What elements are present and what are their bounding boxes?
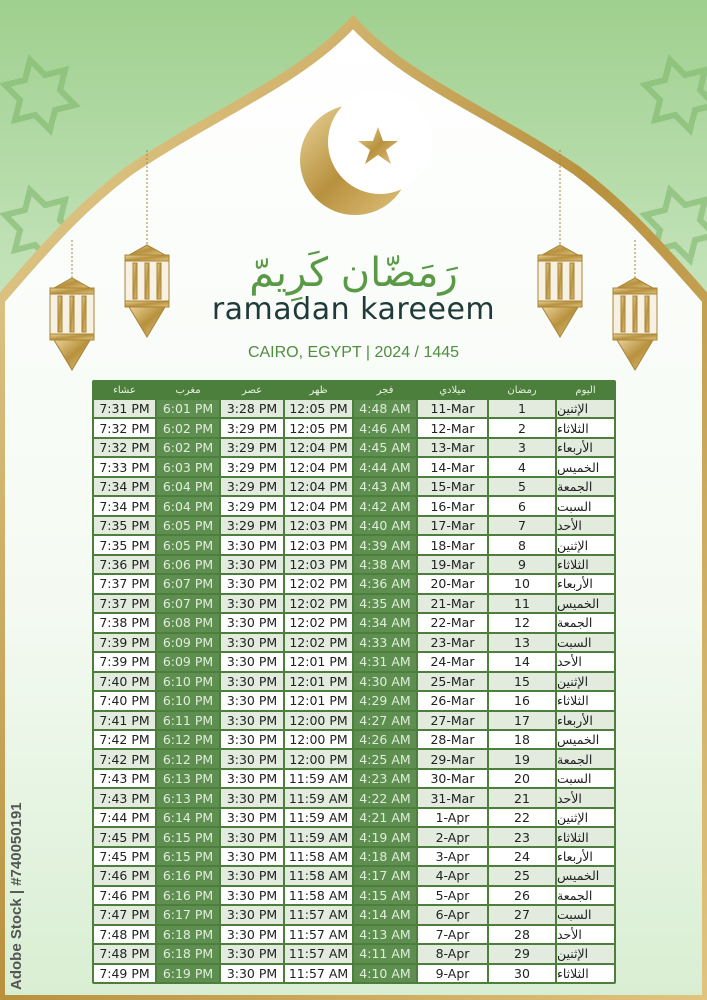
cell-ramadan-day: 7	[489, 517, 555, 534]
cell-fajr: 4:15 AM	[354, 887, 416, 904]
cell-asr: 3:30 PM	[221, 750, 283, 767]
cell-weekday: الأربعاء	[557, 439, 614, 456]
cell-fajr: 4:44 AM	[354, 458, 416, 475]
cell-asr: 3:30 PM	[221, 614, 283, 631]
cell-dhuhr: 11:57 AM	[285, 965, 352, 982]
cell-dhuhr: 11:58 AM	[285, 848, 352, 865]
cell-gregorian-date: 4-Apr	[418, 867, 487, 884]
cell-ramadan-day: 25	[489, 867, 555, 884]
cell-asr: 3:30 PM	[221, 575, 283, 592]
cell-maghrib: 6:07 PM	[157, 575, 219, 592]
cell-weekday: الخميس	[557, 458, 614, 475]
cell-ramadan-day: 15	[489, 673, 555, 690]
cell-weekday: الأربعاء	[557, 712, 614, 729]
cell-ramadan-day: 17	[489, 712, 555, 729]
cell-asr: 3:30 PM	[221, 595, 283, 612]
cell-isha: 7:45 PM	[94, 848, 155, 865]
cell-dhuhr: 12:02 PM	[285, 614, 352, 631]
cell-gregorian-date: 31-Mar	[418, 789, 487, 806]
cell-gregorian-date: 23-Mar	[418, 634, 487, 651]
cell-isha: 7:43 PM	[94, 789, 155, 806]
cell-maghrib: 6:18 PM	[157, 945, 219, 962]
cell-fajr: 4:17 AM	[354, 867, 416, 884]
cell-asr: 3:30 PM	[221, 809, 283, 826]
table-row	[93, 769, 615, 788]
cell-ramadan-day: 8	[489, 536, 555, 553]
cell-maghrib: 6:15 PM	[157, 828, 219, 845]
cell-dhuhr: 12:03 PM	[285, 536, 352, 553]
cell-gregorian-date: 13-Mar	[418, 439, 487, 456]
cell-gregorian-date: 2-Apr	[418, 828, 487, 845]
cell-weekday: الإثنين	[557, 673, 614, 690]
header-gregorian-date: ميلادي	[418, 382, 487, 398]
watermark: Adobe Stock | #740050191	[8, 802, 25, 990]
cell-gregorian-date: 20-Mar	[418, 575, 487, 592]
cell-maghrib: 6:12 PM	[157, 731, 219, 748]
cell-dhuhr: 11:57 AM	[285, 906, 352, 923]
cell-ramadan-day: 9	[489, 556, 555, 573]
cell-asr: 3:29 PM	[221, 439, 283, 456]
cell-dhuhr: 12:01 PM	[285, 692, 352, 709]
cell-weekday: السبت	[557, 770, 614, 787]
cell-maghrib: 6:06 PM	[157, 556, 219, 573]
cell-ramadan-day: 20	[489, 770, 555, 787]
table-row	[93, 711, 615, 730]
cell-fajr: 4:26 AM	[354, 731, 416, 748]
cell-gregorian-date: 14-Mar	[418, 458, 487, 475]
cell-maghrib: 6:03 PM	[157, 458, 219, 475]
cell-fajr: 4:25 AM	[354, 750, 416, 767]
cell-ramadan-day: 13	[489, 634, 555, 651]
cell-weekday: الجمعة	[557, 750, 614, 767]
table-row	[93, 847, 615, 866]
cell-ramadan-day: 30	[489, 965, 555, 982]
cell-fajr: 4:29 AM	[354, 692, 416, 709]
header-isha: عشاء	[94, 382, 155, 398]
cell-maghrib: 6:01 PM	[157, 400, 219, 417]
cell-isha: 7:34 PM	[94, 497, 155, 514]
cell-ramadan-day: 14	[489, 653, 555, 670]
cell-weekday: الإثنين	[557, 809, 614, 826]
cell-weekday: السبت	[557, 634, 614, 651]
cell-gregorian-date: 16-Mar	[418, 497, 487, 514]
cell-ramadan-day: 11	[489, 595, 555, 612]
cell-isha: 7:46 PM	[94, 867, 155, 884]
cell-maghrib: 6:02 PM	[157, 439, 219, 456]
title-arabic: رَمَضّان كَرِيمّ	[249, 250, 458, 296]
cell-asr: 3:30 PM	[221, 692, 283, 709]
cell-isha: 7:39 PM	[94, 653, 155, 670]
cell-ramadan-day: 28	[489, 926, 555, 943]
cell-maghrib: 6:07 PM	[157, 595, 219, 612]
cell-gregorian-date: 3-Apr	[418, 848, 487, 865]
cell-maghrib: 6:12 PM	[157, 750, 219, 767]
cell-isha: 7:40 PM	[94, 692, 155, 709]
cell-gregorian-date: 1-Apr	[418, 809, 487, 826]
cell-asr: 3:29 PM	[221, 497, 283, 514]
cell-gregorian-date: 26-Mar	[418, 692, 487, 709]
cell-dhuhr: 12:00 PM	[285, 731, 352, 748]
cell-fajr: 4:33 AM	[354, 634, 416, 651]
table-row	[93, 594, 615, 613]
cell-ramadan-day: 6	[489, 497, 555, 514]
cell-asr: 3:30 PM	[221, 653, 283, 670]
cell-maghrib: 6:16 PM	[157, 887, 219, 904]
cell-weekday: الأحد	[557, 789, 614, 806]
cell-weekday: الثلاثاء	[557, 965, 614, 982]
cell-gregorian-date: 9-Apr	[418, 965, 487, 982]
cell-dhuhr: 12:01 PM	[285, 673, 352, 690]
cell-asr: 3:30 PM	[221, 926, 283, 943]
cell-asr: 3:30 PM	[221, 945, 283, 962]
cell-ramadan-day: 10	[489, 575, 555, 592]
cell-maghrib: 6:13 PM	[157, 770, 219, 787]
cell-dhuhr: 11:59 AM	[285, 770, 352, 787]
cell-ramadan-day: 18	[489, 731, 555, 748]
cell-weekday: الأحد	[557, 926, 614, 943]
cell-maghrib: 6:02 PM	[157, 419, 219, 436]
cell-maghrib: 6:10 PM	[157, 692, 219, 709]
table-row	[93, 516, 615, 535]
cell-asr: 3:30 PM	[221, 731, 283, 748]
cell-maghrib: 6:09 PM	[157, 653, 219, 670]
cell-dhuhr: 11:59 AM	[285, 789, 352, 806]
cell-asr: 3:30 PM	[221, 828, 283, 845]
cell-maghrib: 6:11 PM	[157, 712, 219, 729]
cell-isha: 7:48 PM	[94, 945, 155, 962]
cell-dhuhr: 12:01 PM	[285, 653, 352, 670]
cell-ramadan-day: 2	[489, 419, 555, 436]
cell-ramadan-day: 24	[489, 848, 555, 865]
cell-maghrib: 6:04 PM	[157, 478, 219, 495]
cell-dhuhr: 12:04 PM	[285, 478, 352, 495]
cell-isha: 7:36 PM	[94, 556, 155, 573]
cell-isha: 7:45 PM	[94, 828, 155, 845]
cell-weekday: السبت	[557, 906, 614, 923]
cell-fajr: 4:42 AM	[354, 497, 416, 514]
table-row	[93, 399, 615, 418]
cell-fajr: 4:35 AM	[354, 595, 416, 612]
cell-isha: 7:47 PM	[94, 906, 155, 923]
cell-dhuhr: 12:04 PM	[285, 458, 352, 475]
cell-dhuhr: 11:58 AM	[285, 867, 352, 884]
cell-fajr: 4:38 AM	[354, 556, 416, 573]
cell-asr: 3:30 PM	[221, 556, 283, 573]
header-asr: عصر	[221, 382, 283, 398]
cell-asr: 3:28 PM	[221, 400, 283, 417]
table-row	[93, 633, 615, 652]
table-row	[93, 749, 615, 768]
cell-asr: 3:30 PM	[221, 712, 283, 729]
cell-fajr: 4:10 AM	[354, 965, 416, 982]
cell-dhuhr: 12:03 PM	[285, 517, 352, 534]
table-header-row	[93, 381, 615, 399]
cell-gregorian-date: 29-Mar	[418, 750, 487, 767]
cell-fajr: 4:13 AM	[354, 926, 416, 943]
table-row	[93, 555, 615, 574]
header-dhuhr: ظهر	[285, 382, 352, 398]
cell-fajr: 4:18 AM	[354, 848, 416, 865]
cell-fajr: 4:31 AM	[354, 653, 416, 670]
cell-asr: 3:29 PM	[221, 458, 283, 475]
cell-dhuhr: 11:57 AM	[285, 945, 352, 962]
cell-asr: 3:30 PM	[221, 867, 283, 884]
cell-weekday: الإثنين	[557, 400, 614, 417]
cell-ramadan-day: 27	[489, 906, 555, 923]
cell-gregorian-date: 18-Mar	[418, 536, 487, 553]
cell-dhuhr: 11:59 AM	[285, 828, 352, 845]
cell-fajr: 4:48 AM	[354, 400, 416, 417]
table-row	[93, 418, 615, 437]
cell-gregorian-date: 19-Mar	[418, 556, 487, 573]
cell-fajr: 4:43 AM	[354, 478, 416, 495]
cell-fajr: 4:23 AM	[354, 770, 416, 787]
cell-isha: 7:37 PM	[94, 595, 155, 612]
cell-ramadan-day: 23	[489, 828, 555, 845]
cell-isha: 7:39 PM	[94, 634, 155, 651]
cell-asr: 3:30 PM	[221, 848, 283, 865]
cell-asr: 3:30 PM	[221, 906, 283, 923]
table-row	[93, 886, 615, 905]
cell-isha: 7:35 PM	[94, 536, 155, 553]
cell-fajr: 4:14 AM	[354, 906, 416, 923]
cell-gregorian-date: 22-Mar	[418, 614, 487, 631]
cell-fajr: 4:27 AM	[354, 712, 416, 729]
title-english: ramadan kareeem	[211, 292, 496, 327]
table-row	[93, 691, 615, 710]
cell-isha: 7:48 PM	[94, 926, 155, 943]
cell-fajr: 4:34 AM	[354, 614, 416, 631]
cell-maghrib: 6:17 PM	[157, 906, 219, 923]
cell-gregorian-date: 24-Mar	[418, 653, 487, 670]
cell-maghrib: 6:08 PM	[157, 614, 219, 631]
table-row	[93, 925, 615, 944]
cell-asr: 3:29 PM	[221, 419, 283, 436]
cell-isha: 7:31 PM	[94, 400, 155, 417]
cell-weekday: الخميس	[557, 731, 614, 748]
cell-asr: 3:29 PM	[221, 517, 283, 534]
cell-gregorian-date: 17-Mar	[418, 517, 487, 534]
table-row	[93, 827, 615, 846]
cell-gregorian-date: 25-Mar	[418, 673, 487, 690]
cell-weekday: الأحد	[557, 653, 614, 670]
cell-asr: 3:30 PM	[221, 965, 283, 982]
cell-fajr: 4:45 AM	[354, 439, 416, 456]
cell-dhuhr: 12:02 PM	[285, 575, 352, 592]
table-row	[93, 964, 615, 983]
cell-ramadan-day: 1	[489, 400, 555, 417]
cell-dhuhr: 12:04 PM	[285, 497, 352, 514]
cell-ramadan-day: 21	[489, 789, 555, 806]
cell-weekday: الجمعة	[557, 614, 614, 631]
table-row	[93, 905, 615, 924]
cell-weekday: السبت	[557, 497, 614, 514]
cell-fajr: 4:11 AM	[354, 945, 416, 962]
cell-isha: 7:32 PM	[94, 439, 155, 456]
cell-dhuhr: 12:05 PM	[285, 419, 352, 436]
cell-gregorian-date: 8-Apr	[418, 945, 487, 962]
cell-weekday: الأحد	[557, 517, 614, 534]
cell-asr: 3:29 PM	[221, 478, 283, 495]
cell-dhuhr: 12:05 PM	[285, 400, 352, 417]
cell-fajr: 4:21 AM	[354, 809, 416, 826]
cell-ramadan-day: 16	[489, 692, 555, 709]
table-row	[93, 535, 615, 554]
cell-weekday: الأربعاء	[557, 575, 614, 592]
cell-weekday: الجمعة	[557, 887, 614, 904]
cell-isha: 7:33 PM	[94, 458, 155, 475]
cell-isha: 7:32 PM	[94, 419, 155, 436]
cell-maghrib: 6:15 PM	[157, 848, 219, 865]
cell-gregorian-date: 5-Apr	[418, 887, 487, 904]
cell-isha: 7:42 PM	[94, 731, 155, 748]
cell-isha: 7:46 PM	[94, 887, 155, 904]
table-body	[93, 399, 615, 983]
cell-maghrib: 6:16 PM	[157, 867, 219, 884]
table-row	[93, 730, 615, 749]
header-weekday: اليوم	[557, 382, 614, 398]
cell-weekday: الثلاثاء	[557, 692, 614, 709]
table-row	[93, 866, 615, 885]
cell-dhuhr: 11:59 AM	[285, 809, 352, 826]
cell-fajr: 4:19 AM	[354, 828, 416, 845]
cell-dhuhr: 12:02 PM	[285, 595, 352, 612]
cell-fajr: 4:46 AM	[354, 419, 416, 436]
table-row	[93, 574, 615, 593]
table-row	[93, 496, 615, 515]
cell-gregorian-date: 6-Apr	[418, 906, 487, 923]
cell-fajr: 4:40 AM	[354, 517, 416, 534]
cell-dhuhr: 12:00 PM	[285, 712, 352, 729]
cell-isha: 7:44 PM	[94, 809, 155, 826]
cell-dhuhr: 12:02 PM	[285, 634, 352, 651]
cell-ramadan-day: 12	[489, 614, 555, 631]
cell-maghrib: 6:05 PM	[157, 536, 219, 553]
cell-ramadan-day: 3	[489, 439, 555, 456]
cell-weekday: الجمعة	[557, 478, 614, 495]
cell-maghrib: 6:09 PM	[157, 634, 219, 651]
cell-isha: 7:41 PM	[94, 712, 155, 729]
table-row	[93, 808, 615, 827]
cell-isha: 7:49 PM	[94, 965, 155, 982]
cell-weekday: الثلاثاء	[557, 419, 614, 436]
cell-asr: 3:30 PM	[221, 634, 283, 651]
table-row	[93, 457, 615, 476]
cell-fajr: 4:36 AM	[354, 575, 416, 592]
cell-maghrib: 6:13 PM	[157, 789, 219, 806]
table-row	[93, 672, 615, 691]
cell-fajr: 4:30 AM	[354, 673, 416, 690]
cell-isha: 7:34 PM	[94, 478, 155, 495]
cell-dhuhr: 12:00 PM	[285, 750, 352, 767]
cell-maghrib: 6:18 PM	[157, 926, 219, 943]
cell-maghrib: 6:10 PM	[157, 673, 219, 690]
cell-gregorian-date: 15-Mar	[418, 478, 487, 495]
cell-weekday: الثلاثاء	[557, 556, 614, 573]
cell-dhuhr: 11:58 AM	[285, 887, 352, 904]
cell-dhuhr: 11:57 AM	[285, 926, 352, 943]
table-row	[93, 477, 615, 496]
cell-isha: 7:43 PM	[94, 770, 155, 787]
cell-fajr: 4:39 AM	[354, 536, 416, 553]
cell-gregorian-date: 30-Mar	[418, 770, 487, 787]
cell-maghrib: 6:04 PM	[157, 497, 219, 514]
cell-asr: 3:30 PM	[221, 887, 283, 904]
cell-fajr: 4:22 AM	[354, 789, 416, 806]
cell-gregorian-date: 28-Mar	[418, 731, 487, 748]
cell-ramadan-day: 19	[489, 750, 555, 767]
cell-weekday: الإثنين	[557, 536, 614, 553]
cell-asr: 3:30 PM	[221, 536, 283, 553]
cell-weekday: الثلاثاء	[557, 828, 614, 845]
cell-dhuhr: 12:04 PM	[285, 439, 352, 456]
cell-gregorian-date: 27-Mar	[418, 712, 487, 729]
cell-weekday: الأربعاء	[557, 848, 614, 865]
cell-ramadan-day: 26	[489, 887, 555, 904]
cell-ramadan-day: 4	[489, 458, 555, 475]
cell-ramadan-day: 29	[489, 945, 555, 962]
cell-isha: 7:37 PM	[94, 575, 155, 592]
cell-maghrib: 6:19 PM	[157, 965, 219, 982]
cell-ramadan-day: 5	[489, 478, 555, 495]
header-ramadan-day: رمضان	[489, 382, 555, 398]
header-fajr: فجر	[354, 382, 416, 398]
location-year-subtitle: CAIRO, EGYPT | 2024 / 1445	[247, 344, 460, 361]
table-row	[93, 652, 615, 671]
prayer-times-table	[92, 380, 616, 984]
cell-asr: 3:30 PM	[221, 770, 283, 787]
cell-ramadan-day: 22	[489, 809, 555, 826]
cell-dhuhr: 12:03 PM	[285, 556, 352, 573]
table-row	[93, 613, 615, 632]
cell-isha: 7:38 PM	[94, 614, 155, 631]
cell-gregorian-date: 21-Mar	[418, 595, 487, 612]
cell-isha: 7:40 PM	[94, 673, 155, 690]
cell-gregorian-date: 7-Apr	[418, 926, 487, 943]
cell-weekday: الخميس	[557, 867, 614, 884]
table-row	[93, 788, 615, 807]
table-row	[93, 944, 615, 963]
cell-asr: 3:30 PM	[221, 789, 283, 806]
cell-weekday: الإثنين	[557, 945, 614, 962]
header-maghrib: مغرب	[157, 382, 219, 398]
cell-weekday: الخميس	[557, 595, 614, 612]
table-row	[93, 438, 615, 457]
cell-maghrib: 6:05 PM	[157, 517, 219, 534]
cell-asr: 3:30 PM	[221, 673, 283, 690]
cell-maghrib: 6:14 PM	[157, 809, 219, 826]
cell-gregorian-date: 11-Mar	[418, 400, 487, 417]
cell-isha: 7:35 PM	[94, 517, 155, 534]
cell-gregorian-date: 12-Mar	[418, 419, 487, 436]
cell-isha: 7:42 PM	[94, 750, 155, 767]
